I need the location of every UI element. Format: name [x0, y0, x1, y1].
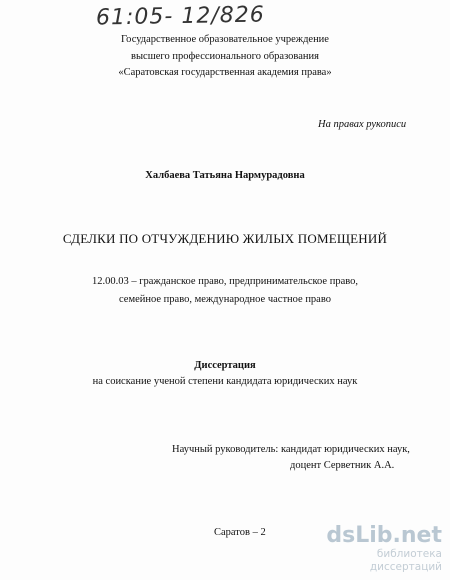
watermark-subtitle: библиотека диссертаций	[369, 548, 442, 573]
advisor-line-2: доцент Серветник А.А.	[290, 460, 395, 471]
author-name: Халбаева Татьяна Нармурадовна	[145, 170, 305, 181]
handwritten-catalog-code: 61:05- 12/826	[95, 2, 265, 31]
rights-note: На правах рукописи	[318, 119, 407, 130]
specialty-line-2: семейное право, международное частное право	[119, 294, 331, 305]
institution-line-2: высшего профессионального образования	[131, 51, 319, 62]
advisor-line-1: Научный руководитель: кандидат юридических наук,	[172, 444, 410, 455]
watermark	[312, 524, 442, 574]
dissertation-label: Диссертация	[194, 360, 256, 371]
dissertation-title: СДЕЛКИ ПО ОТЧУЖДЕНИЮ ЖИЛЫХ ПОМЕЩЕНИЙ	[62, 231, 388, 246]
watermark-logo: dsLib.net	[326, 523, 442, 548]
institution-line-3: «Саратовская государственная академия права»	[118, 67, 332, 78]
city-year: Саратов – 2	[214, 527, 266, 538]
institution-line-1: Государственное образовательное учреждение	[121, 34, 329, 45]
dissertation-purpose: на соискание ученой степени кандидата юридических наук	[92, 376, 358, 387]
specialty-line-1: 12.00.03 – гражданское право, предпринимательское право,	[91, 276, 359, 287]
